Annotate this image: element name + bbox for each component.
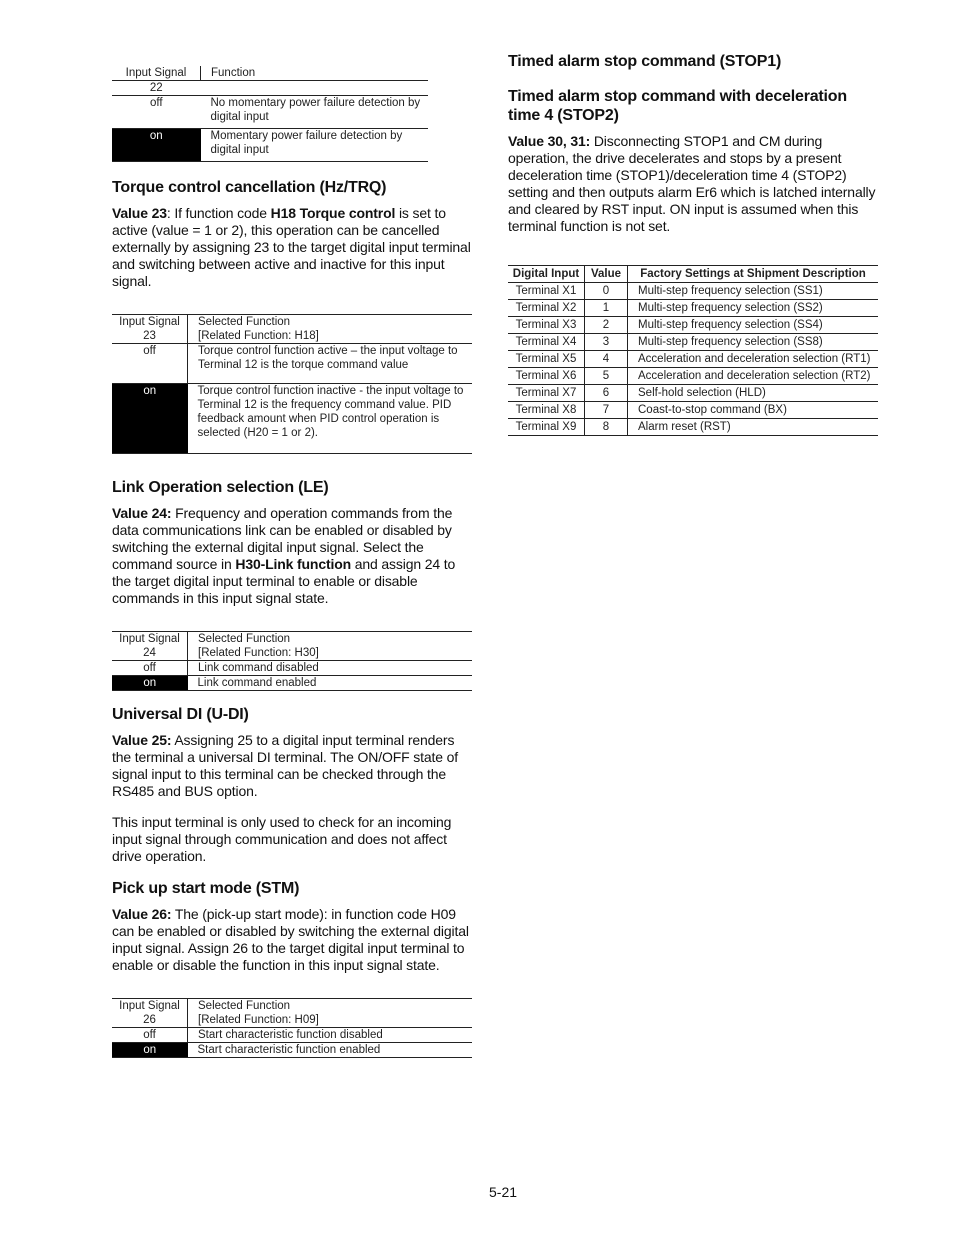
table-header-cell: Digital Input	[508, 266, 585, 283]
table-cell: off	[112, 96, 201, 129]
table-cell: [Related Function: H09]	[188, 1013, 473, 1028]
table-cell: Terminal X3	[508, 317, 585, 334]
table-cell: 5	[585, 368, 628, 385]
table-cell: Terminal X8	[508, 402, 585, 419]
table-header-cell: Input Signal	[112, 315, 188, 330]
table-cell: Terminal X9	[508, 419, 585, 436]
table-row	[112, 329, 472, 344]
table-header-cell: Factory Settings at Shipment Description	[628, 266, 879, 283]
table-cell: Terminal X2	[508, 300, 585, 317]
table-cell: Torque control function active – the input voltage to Terminal 12 is the torque command value	[188, 344, 473, 384]
table-header-cell: Value	[585, 266, 628, 283]
table-cell: 6	[585, 385, 628, 402]
table-cell: [Related Function: H30]	[188, 646, 473, 661]
table-cell: Terminal X6	[508, 368, 585, 385]
table-cell: Acceleration and deceleration selection (RT1)	[628, 351, 879, 368]
table-cell: on	[112, 1043, 188, 1058]
table-cell: Coast-to-stop command (BX)	[628, 402, 879, 419]
paragraph-text: and assign 24 to the target digital input terminal to enable or disable commands in this input signal state.	[112, 556, 456, 606]
table-cell: Terminal X5	[508, 351, 585, 368]
table-cell: 0	[585, 283, 628, 300]
table-cell: 24	[112, 646, 188, 661]
section-heading: Timed alarm stop command (STOP1)	[508, 53, 782, 70]
table-cell: Start characteristic function enabled	[188, 1043, 473, 1058]
table-cell: Multi-step frequency selection (SS4)	[628, 317, 879, 334]
table-cell: 23	[112, 329, 188, 344]
table-cell: 22	[112, 81, 201, 96]
section-heading: Universal DI (U-DI)	[112, 706, 249, 723]
paragraph-text: is set to active (value = 1 or 2), this operation can be cancelled externally by assigning 23 to the target digital input terminal and switching between active and inactive for this input signal.	[112, 205, 471, 289]
table-header-cell: Input Signal	[112, 632, 188, 647]
table-row	[112, 661, 472, 676]
torque-control-table	[112, 314, 472, 454]
value-label: Value 25:	[112, 732, 172, 748]
table-row	[508, 317, 878, 334]
table-cell: 1	[585, 300, 628, 317]
table-row	[508, 368, 878, 385]
left-column	[112, 60, 472, 1058]
table-header-cell: Selected Function	[188, 999, 473, 1014]
table-cell: Multi-step frequency selection (SS2)	[628, 300, 879, 317]
table-row	[112, 1043, 472, 1058]
table-header-row	[112, 66, 428, 81]
table-row	[112, 646, 472, 661]
table-cell: 26	[112, 1013, 188, 1028]
table-cell: 7	[585, 402, 628, 419]
right-column	[508, 52, 878, 436]
paragraph: This input terminal is only used to check for an incoming input signal through communication and does not affect drive operation.	[112, 814, 452, 864]
value-label: Value 30, 31:	[508, 133, 591, 149]
table-row	[112, 384, 472, 454]
table-row	[508, 300, 878, 317]
table-cell: 8	[585, 419, 628, 436]
section-heading: Torque control cancellation (Hz/TRQ)	[112, 179, 387, 196]
table-header-row	[508, 266, 878, 283]
momentary-power-failure-table	[112, 66, 428, 162]
table-row	[112, 1028, 472, 1043]
table-row	[508, 385, 878, 402]
table-header-row	[112, 315, 472, 330]
paragraph	[112, 732, 472, 800]
table-cell: on	[112, 129, 201, 162]
table-cell: No momentary power failure detection by digital input	[201, 96, 429, 129]
table-header-cell: Input Signal	[112, 66, 201, 81]
section-heading: Timed alarm stop command with deceleration time 4 (STOP2)	[508, 88, 847, 124]
table-cell: on	[112, 676, 188, 691]
pick-up-start-table	[112, 998, 472, 1058]
table-cell: 4	[585, 351, 628, 368]
table-cell: Multi-step frequency selection (SS8)	[628, 334, 879, 351]
table-cell	[201, 81, 429, 96]
paragraph-text: Assigning 25 to a digital input terminal renders the terminal a universal DI terminal. The ON/OFF state of signal input to this terminal can be checked through the RS485 and BUS option.	[112, 732, 458, 799]
table-cell: Terminal X4	[508, 334, 585, 351]
table-cell: off	[112, 1028, 188, 1043]
table-cell: Torque control function inactive - the input voltage to Terminal 12 is the frequency command value. PID feedback amount when PID control operation is selected (H20 = 1 or 2).	[188, 384, 473, 454]
paragraph-text: Disconnecting STOP1 and CM during operation, the drive decelerates and stops by a present deceleration time (STOP1)/deceleration time 4 (STOP2) setting and then outputs alarm Er6 which is latched internally and cleared by RST input. ON input is assumed when this terminal function is not set.	[508, 133, 876, 234]
table-cell: Terminal X1	[508, 283, 585, 300]
paragraph	[112, 906, 472, 974]
table-header-row	[112, 632, 472, 647]
table-header-cell: Selected Function	[188, 632, 473, 647]
table-cell: Start characteristic function disabled	[188, 1028, 473, 1043]
table-cell: Alarm reset (RST)	[628, 419, 879, 436]
table-cell: Self-hold selection (HLD)	[628, 385, 879, 402]
value-label: Value 23	[112, 205, 167, 221]
table-row	[508, 419, 878, 436]
page-number: 5-21	[489, 1184, 518, 1200]
link-operation-table	[112, 631, 472, 691]
table-cell: Acceleration and deceleration selection (RT2)	[628, 368, 879, 385]
table-row	[112, 81, 428, 96]
table-cell: off	[112, 661, 188, 676]
table-cell: on	[112, 384, 188, 454]
table-cell: Link command enabled	[188, 676, 473, 691]
table-cell: Multi-step frequency selection (SS1)	[628, 283, 879, 300]
paragraph	[508, 133, 878, 235]
table-row	[112, 676, 472, 691]
paragraph-text: The (pick-up start mode): in function code H09 can be enabled or disabled by switching the external digital input signal. Assign 26 to the target digital input terminal to enable or disable the function in this input signal state.	[112, 906, 469, 973]
table-cell: [Related Function: H18]	[188, 329, 473, 344]
paragraph	[112, 205, 472, 290]
table-cell: off	[112, 344, 188, 384]
function-code: H30-Link function	[235, 556, 352, 572]
table-header-cell: Selected Function	[188, 315, 473, 330]
paragraph-text: : If function code	[166, 205, 271, 221]
table-cell: 3	[585, 334, 628, 351]
table-row	[508, 402, 878, 419]
table-header-cell: Function	[201, 66, 429, 81]
table-row	[112, 129, 428, 162]
table-header-cell: Input Signal	[112, 999, 188, 1014]
factory-settings-table	[508, 265, 878, 436]
table-row	[508, 334, 878, 351]
function-code: H18 Torque control	[270, 205, 396, 221]
section-heading: Link Operation selection (LE)	[112, 479, 329, 496]
table-cell: Link command disabled	[188, 661, 473, 676]
factory-settings-body	[508, 283, 878, 436]
table-cell: Momentary power failure detection by digital input	[201, 129, 429, 162]
table-cell: Terminal X7	[508, 385, 585, 402]
paragraph	[112, 505, 472, 607]
section-heading: Pick up start mode (STM)	[112, 880, 300, 897]
value-label: Value 26:	[112, 906, 172, 922]
table-row	[508, 351, 878, 368]
table-row	[508, 283, 878, 300]
table-cell: 2	[585, 317, 628, 334]
value-label: Value 24:	[112, 505, 172, 521]
paragraph-text: Frequency and operation commands from the data communications link can be enabled or disabled by switching the external digital input signal. Select the command source in	[112, 505, 453, 572]
table-row	[112, 1013, 472, 1028]
table-row	[112, 344, 472, 384]
table-row	[112, 96, 428, 129]
table-header-row	[112, 999, 472, 1014]
